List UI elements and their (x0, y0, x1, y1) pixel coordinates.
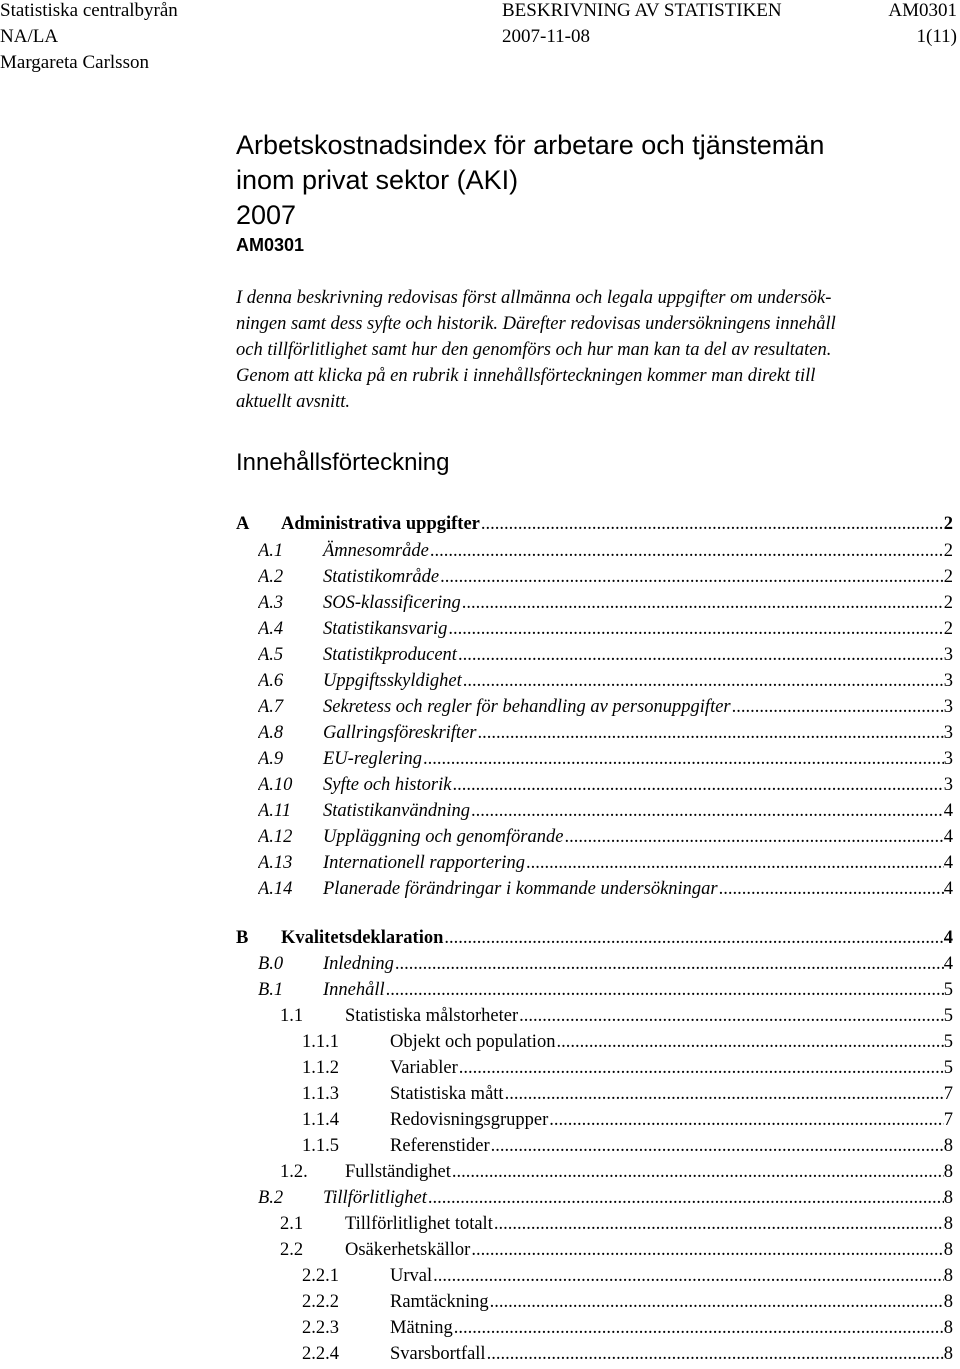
toc-entry[interactable] (258, 669, 953, 693)
toc-entry[interactable] (302, 1134, 953, 1158)
toc-dot-leader (428, 1186, 944, 1210)
toc-dot-leader (430, 539, 944, 563)
toc-entry-title: Uppgiftsskyldighet (323, 671, 462, 691)
toc-entry[interactable] (302, 1290, 953, 1314)
toc-entry-page: 3 (943, 723, 953, 743)
toc-entry-title: Osäkerhetskällor (345, 1240, 471, 1260)
toc-entry[interactable] (258, 851, 953, 875)
toc-entry-title: Innehåll (323, 980, 385, 1000)
page-title-year: 2007 (236, 200, 297, 230)
toc-entry-page: 4 (943, 801, 953, 821)
toc-entry[interactable] (236, 926, 953, 950)
toc-entry[interactable] (302, 1056, 953, 1080)
toc-entry-page: 3 (943, 749, 953, 769)
header-author: Margareta Carlsson (0, 52, 149, 73)
toc-dot-leader (477, 721, 943, 745)
toc-entry-number: A.12 (258, 827, 293, 847)
toc-entry-number: 1.1.3 (302, 1084, 339, 1104)
toc-entry[interactable] (258, 1186, 953, 1210)
toc-dot-leader (452, 773, 943, 797)
toc-entry-title: Referenstider (390, 1136, 490, 1156)
toc-entry-title: Svarsbortfall (390, 1344, 486, 1364)
toc-dot-leader (481, 512, 944, 536)
toc-entry-page: 7 (943, 1110, 953, 1130)
intro-line-3: och tillförlitlighet samt hur den genomförs och hur man kan ta del av resultaten. (236, 340, 832, 360)
toc-entry-title: Redovisningsgrupper (390, 1110, 549, 1130)
toc-entry-number: A.7 (258, 697, 284, 717)
toc-entry-page: 2 (943, 541, 953, 561)
toc-dot-leader (386, 978, 944, 1002)
toc-entry-title: Objekt och population (390, 1032, 556, 1052)
toc-entry-number: B.0 (258, 954, 284, 974)
toc-entry-title: Planerade förändringar i kommande undersökningar (323, 879, 718, 899)
toc-entry-title: Statistikområde (323, 567, 440, 587)
toc-entry-title: SOS-klassificering (323, 593, 461, 613)
toc-entry-page: 8 (943, 1214, 953, 1234)
toc-dot-leader (556, 1030, 943, 1054)
toc-entry[interactable] (258, 747, 953, 771)
toc-entry[interactable] (302, 1264, 953, 1288)
toc-dot-leader (444, 926, 943, 950)
toc-entry-number: 2.2.1 (302, 1266, 339, 1286)
toc-entry-page: 2 (943, 567, 953, 587)
toc-entry-page: 5 (943, 980, 953, 1000)
toc-entry-page: 2 (943, 514, 953, 534)
toc-entry-page: 8 (943, 1188, 953, 1208)
toc-entry[interactable] (236, 512, 953, 536)
toc-entry-title: Administrativa uppgifter (281, 514, 480, 534)
toc-entry-title: Statistiska mått (390, 1084, 504, 1104)
toc-entry[interactable] (258, 721, 953, 745)
toc-entry-number: A.3 (258, 593, 284, 613)
toc-entry-number: 2.2 (280, 1240, 304, 1260)
toc-entry[interactable] (258, 539, 953, 563)
toc-dot-leader (463, 669, 944, 693)
toc-entry-page: 4 (943, 879, 953, 899)
toc-entry[interactable] (302, 1316, 953, 1340)
toc-entry-number: 2.2.4 (302, 1344, 339, 1364)
toc-dot-leader (505, 1082, 944, 1106)
toc-entry[interactable] (258, 799, 953, 823)
toc-dot-leader (395, 952, 944, 976)
toc-dot-leader (459, 1056, 944, 1080)
page-subtitle-code: AM0301 (236, 235, 305, 255)
toc-entry-number: A.14 (258, 879, 293, 899)
toc-dot-leader (448, 617, 943, 641)
toc-dot-leader (719, 877, 944, 901)
toc-entry-page: 4 (943, 954, 953, 974)
toc-entry[interactable] (302, 1342, 953, 1366)
toc-entry-number: 1.1.2 (302, 1058, 339, 1078)
toc-entry-page: 8 (943, 1292, 953, 1312)
toc-entry-page: 8 (943, 1162, 953, 1182)
header-doc-type: BESKRIVNING AV STATISTIKEN (502, 0, 782, 21)
toc-entry-title: EU-reglering (323, 749, 422, 769)
toc-entry-number: A.9 (258, 749, 284, 769)
toc-entry-title: Urval (390, 1266, 433, 1286)
toc-entry-page: 2 (943, 593, 953, 613)
toc-entry-title: Syfte och historik (323, 775, 452, 795)
toc-entry-page: 3 (943, 775, 953, 795)
toc-entry-number: A.4 (258, 619, 284, 639)
toc-entry-title: Statistikanvändning (323, 801, 470, 821)
toc-entry-number: A.10 (258, 775, 293, 795)
intro-line-4: Genom att klicka på en rubrik i innehållsförteckningen kommer man direkt till (236, 366, 816, 386)
toc-heading: Innehållsförteckning (236, 449, 450, 476)
toc-entry-page: 3 (943, 645, 953, 665)
header-org: Statistiska centralbyrån (0, 0, 178, 21)
header-doc-code: AM0301 (888, 0, 957, 21)
toc-entry[interactable] (258, 565, 953, 589)
toc-entry-title: Inledning (323, 954, 394, 974)
toc-dot-leader (471, 1238, 943, 1262)
toc-entry-page: 2 (943, 619, 953, 639)
toc-dot-leader (519, 1004, 944, 1028)
toc-entry-title: Mätning (390, 1318, 453, 1338)
toc-entry[interactable] (280, 1004, 953, 1028)
toc-entry-number: 1.1.4 (302, 1110, 339, 1130)
toc-entry-title: Internationell rapportering (323, 853, 525, 873)
toc-entry-title: Statistikansvarig (323, 619, 448, 639)
toc-dot-leader (454, 1316, 944, 1340)
toc-entry-title: Uppläggning och genomförande (323, 827, 564, 847)
page-title-line-1: Arbetskostnadsindex för arbetare och tjänstemän (236, 130, 825, 160)
toc-entry-page: 5 (943, 1032, 953, 1052)
toc-entry-number: A.6 (258, 671, 284, 691)
toc-entry-number: 1.1.5 (302, 1136, 339, 1156)
intro-line-1: I denna beskrivning redovisas först allmänna och legala uppgifter om undersök- (236, 288, 832, 308)
toc-dot-leader (471, 799, 944, 823)
toc-entry-number: 1.1.1 (302, 1032, 339, 1052)
toc-entry[interactable] (258, 643, 953, 667)
intro-line-2: ningen samt dess syfte och historik. Därefter redovisas undersökningens innehåll (236, 314, 836, 334)
toc-entry-page: 5 (943, 1058, 953, 1078)
toc-entry-page: 5 (943, 1006, 953, 1026)
toc-entry-number: A (236, 514, 250, 534)
toc-entry[interactable] (258, 773, 953, 797)
toc-entry[interactable] (258, 877, 953, 901)
toc-entry-title: Kvalitetsdeklaration (281, 928, 444, 948)
toc-dot-leader (732, 695, 944, 719)
header-page-number: 1(11) (916, 26, 957, 47)
toc-entry-number: B.2 (258, 1188, 284, 1208)
toc-entry-number: 1.2. (280, 1162, 308, 1182)
toc-entry-page: 7 (943, 1084, 953, 1104)
toc-entry-title: Sekretess och regler för behandling av personuppgifter (323, 697, 731, 717)
toc-dot-leader (491, 1134, 944, 1158)
toc-entry-number: A.8 (258, 723, 284, 743)
toc-dot-leader (440, 565, 944, 589)
toc-dot-leader (423, 747, 944, 771)
toc-entry-title: Ämnesområde (323, 541, 429, 561)
toc-dot-leader (433, 1264, 944, 1288)
toc-entry-number: A.5 (258, 645, 284, 665)
toc-dot-leader (458, 643, 944, 667)
intro-line-5: aktuellt avsnitt. (236, 392, 351, 412)
toc-entry-title: Tillförlitlighet (323, 1188, 427, 1208)
toc-dot-leader (564, 825, 943, 849)
toc-dot-leader (452, 1160, 944, 1184)
toc-entry[interactable] (258, 952, 953, 976)
toc-dot-leader (487, 1342, 944, 1366)
toc-entry[interactable] (258, 617, 953, 641)
toc-entry-title: Fullständighet (345, 1162, 451, 1182)
toc-dot-leader (494, 1212, 944, 1236)
toc-entry-page: 8 (943, 1136, 953, 1156)
toc-entry-number: 2.1 (280, 1214, 304, 1234)
toc-entry-number: A.11 (258, 801, 292, 821)
toc-entry-page: 8 (943, 1318, 953, 1338)
toc-entry-number: 1.1 (280, 1006, 304, 1026)
page-title-line-2: inom privat sektor (AKI) (236, 165, 519, 195)
toc-dot-leader (490, 1290, 944, 1314)
toc-entry-number: B.1 (258, 980, 284, 1000)
toc-entry[interactable] (258, 591, 953, 615)
toc-entry-title: Statistiska målstorheter (345, 1006, 519, 1026)
header-unit: NA/LA (0, 26, 59, 47)
toc-entry-number: 2.2.2 (302, 1292, 339, 1312)
toc-entry-page: 4 (943, 853, 953, 873)
toc-entry[interactable] (258, 978, 953, 1002)
toc-entry-page: 8 (943, 1240, 953, 1260)
toc-entry-number: A.2 (258, 567, 284, 587)
toc-entry-title: Ramtäckning (390, 1292, 489, 1312)
toc-entry-page: 3 (943, 697, 953, 717)
toc-entry[interactable] (280, 1212, 953, 1236)
toc-entry[interactable] (302, 1108, 953, 1132)
toc-entry-page: 8 (943, 1266, 953, 1286)
toc-entry[interactable] (258, 695, 953, 719)
toc-dot-leader (526, 851, 944, 875)
toc-entry[interactable] (280, 1238, 953, 1262)
toc-entry-number: A.1 (258, 541, 284, 561)
toc-entry-page: 4 (943, 827, 953, 847)
toc-entry-title: Gallringsföreskrifter (323, 723, 477, 743)
toc-dot-leader (549, 1108, 943, 1132)
toc-entry-title: Variabler (390, 1058, 458, 1078)
toc-entry-page: 4 (943, 928, 953, 948)
toc-entry-page: 8 (943, 1344, 953, 1364)
toc-entry[interactable] (302, 1030, 953, 1054)
toc-entry[interactable] (280, 1160, 953, 1184)
toc-entry[interactable] (302, 1082, 953, 1106)
toc-entry-title: Tillförlitlighet totalt (345, 1214, 493, 1234)
header-date: 2007-11-08 (502, 26, 590, 47)
toc-entry-number: A.13 (258, 853, 293, 873)
toc-dot-leader (462, 591, 944, 615)
toc-entry-number: 2.2.3 (302, 1318, 339, 1338)
toc-entry-title: Statistikproducent (323, 645, 457, 665)
toc-entry-number: B (236, 928, 249, 948)
toc-entry[interactable] (258, 825, 953, 849)
toc-entry-page: 3 (943, 671, 953, 691)
